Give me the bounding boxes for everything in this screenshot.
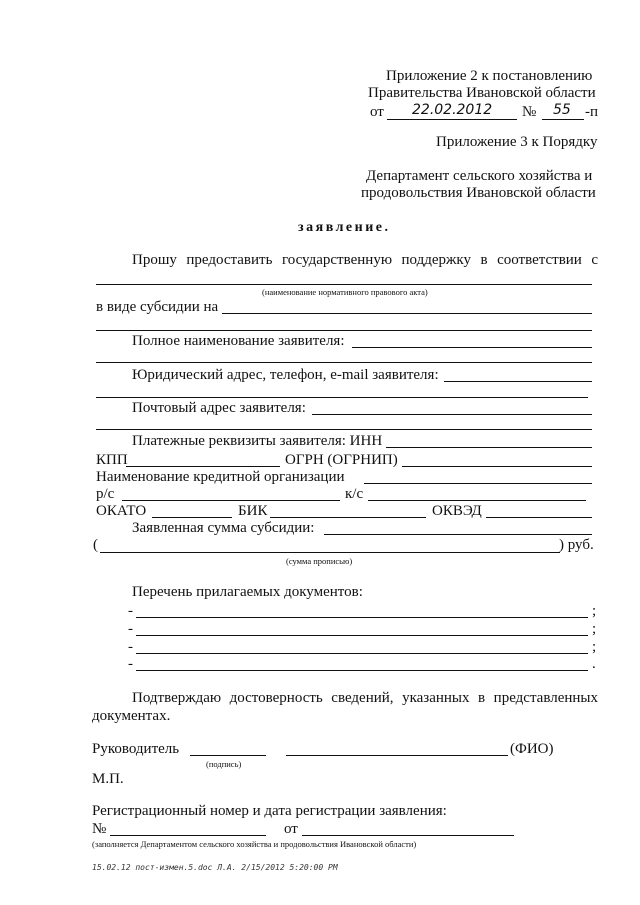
amount-line [324, 534, 592, 535]
from-label: от [370, 104, 384, 120]
fio-label: (ФИО) [510, 741, 554, 757]
ks-label: к/с [345, 486, 364, 502]
rs-label: р/с [96, 486, 115, 502]
date-line [387, 119, 517, 120]
amount-close: ) руб. [559, 537, 594, 553]
subsidy-line [222, 313, 592, 314]
document-item-3-end: ; [592, 639, 597, 655]
okato-line [152, 517, 232, 518]
date-value: 22.02.2012 [412, 102, 493, 118]
kpp-label: КПП [96, 452, 128, 468]
okato-label: ОКАТО [96, 503, 147, 519]
subsidy-line-2 [96, 330, 592, 331]
footer-meta: 15.02.12 пост-измен.5.doc Л.А. 2/15/2012 5:20:00 PM [92, 863, 338, 872]
intro-text: Прошу предоставить государственную поддержку в соответствии с [132, 252, 598, 268]
documents-label: Перечень прилагаемых документов: [132, 584, 363, 600]
full-name-line [352, 347, 592, 348]
reg-from-label: от [284, 821, 298, 837]
confirm-line-2: документах. [92, 708, 171, 724]
document-item-1-dash: - [128, 603, 133, 619]
bik-label: БИК [238, 503, 268, 519]
document-item-4-end: . [592, 656, 596, 672]
amount-hint: (сумма прописью) [286, 556, 353, 566]
registration-hint: (заполняется Департаментом сельского хозяйства и продовольствия Ивановской области) [92, 839, 417, 849]
fio-line [286, 755, 508, 756]
number-line [542, 119, 584, 120]
document-item-4-dash: - [128, 656, 133, 672]
reg-date-line [302, 835, 514, 836]
number-label: № [522, 104, 537, 120]
ogrn-line [402, 466, 592, 467]
legal-address-label: Юридический адрес, телефон, e-mail заявителя: [132, 367, 439, 383]
stamp-label: М.П. [92, 771, 124, 787]
ogrn-label: ОГРН (ОГРНИП) [285, 452, 398, 468]
signature-line [190, 755, 266, 756]
document-item-1-line [136, 617, 588, 618]
amount-words-line [100, 552, 560, 553]
addressee-line-2: продовольствия Ивановской области [361, 185, 596, 201]
appendix-line-2: Правительства Ивановской области [368, 85, 596, 101]
confirm-line-1: Подтверждаю достоверность сведений, указанных в представленных [132, 690, 598, 706]
subsidy-label: в виде субсидии на [96, 299, 219, 315]
number-suffix: -п [585, 104, 599, 120]
normative-act-line [96, 284, 592, 285]
bank-name-label: Наименование кредитной организации [96, 469, 345, 485]
rs-line [122, 500, 340, 501]
document-item-2-dash: - [128, 621, 133, 637]
document-item-2-end: ; [592, 621, 597, 637]
inn-line [386, 447, 592, 448]
payment-details-label: Платежные реквизиты заявителя: ИНН [132, 433, 383, 449]
amount-label: Заявленная сумма субсидии: [132, 520, 315, 536]
full-name-line-2 [96, 362, 592, 363]
addressee-line-1: Департамент сельского хозяйства и [366, 168, 593, 184]
okved-line [486, 517, 592, 518]
postal-address-label: Почтовый адрес заявителя: [132, 400, 306, 416]
appendix-line-1: Приложение 2 к постановлению [386, 68, 593, 84]
signature-hint: (подпись) [206, 759, 242, 769]
okved-label: ОКВЭД [432, 503, 482, 519]
reg-number-line [110, 835, 266, 836]
document-item-3-line [136, 653, 588, 654]
number-value: 55 [553, 102, 571, 118]
bank-name-line [364, 483, 592, 484]
normative-act-hint: (наименование нормативного правового акта) [262, 287, 428, 297]
postal-address-line [312, 414, 592, 415]
head-label: Руководитель [92, 741, 180, 757]
appendix-order: Приложение 3 к Порядку [436, 134, 598, 150]
document-item-3-dash: - [128, 639, 133, 655]
document-item-4-line [136, 670, 588, 671]
reg-number-label: № [92, 821, 107, 837]
postal-address-line-2 [96, 429, 592, 430]
full-name-label: Полное наименование заявителя: [132, 333, 345, 349]
kpp-line [126, 466, 280, 467]
document-item-2-line [136, 635, 588, 636]
legal-address-line [444, 381, 592, 382]
amount-open-paren: ( [93, 537, 98, 553]
document-item-1-end: ; [592, 603, 597, 619]
registration-label: Регистрационный номер и дата регистрации заявления: [92, 803, 447, 819]
ks-line [368, 500, 586, 501]
bik-line [270, 517, 426, 518]
legal-address-line-2 [96, 397, 588, 398]
document-title: заявление. [298, 220, 391, 235]
